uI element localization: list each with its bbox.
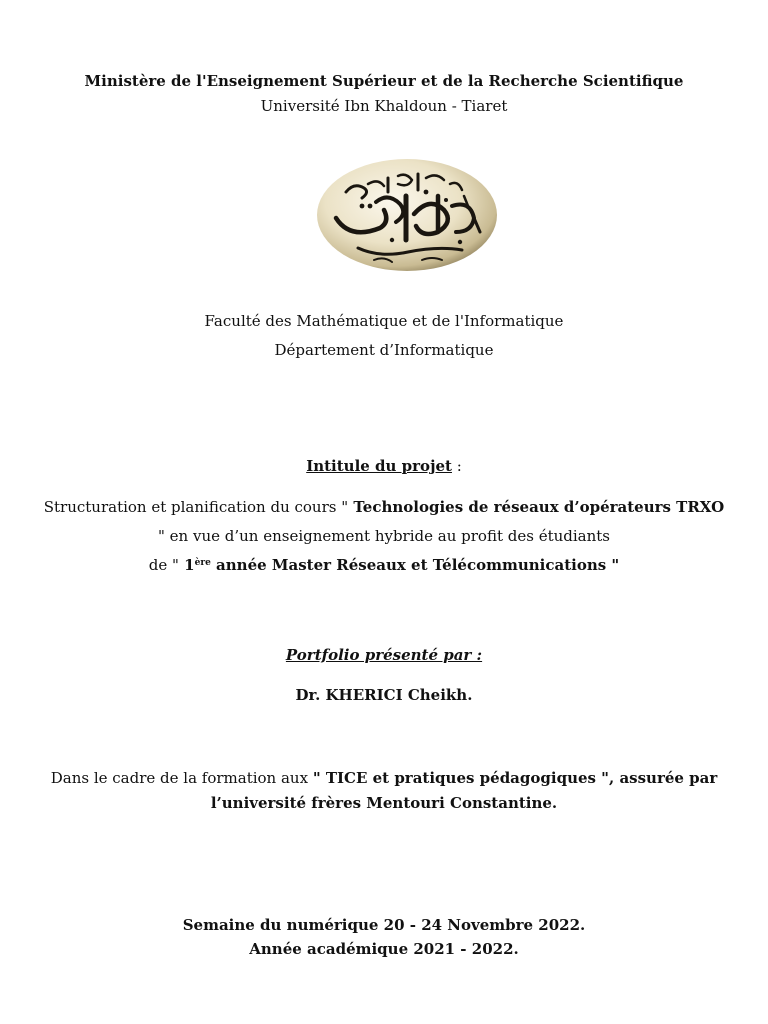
training-name: " TICE et pratiques pédagogiques ": [312, 769, 609, 787]
project-line1-prefix: Structuration et planification du cours ": [43, 498, 349, 516]
course-name: Technologies de réseaux d’opérateurs TRXO: [348, 498, 725, 516]
project-title-label: Intitule du projet: [306, 457, 452, 475]
project-description-line-1: [0, 498, 768, 516]
academic-year: Année académique 2021 - 2022.: [249, 940, 519, 958]
portfolio-label: Portfolio présenté par :: [285, 646, 483, 664]
faculty-name: Faculté des Mathématique et de l'Informatique: [204, 312, 564, 330]
program-name: année Master Réseaux et Télécommunications ": [210, 556, 620, 574]
project-title-heading: [0, 457, 768, 475]
project-description-line-2: " en vue d’un enseignement hybride au profit des étudiants: [158, 527, 610, 545]
training-prefix: Dans le cadre de la formation aux: [50, 769, 313, 787]
training-line-1: [0, 769, 768, 787]
year-number: 1: [178, 556, 195, 574]
department-name: Département d’Informatique: [274, 341, 494, 359]
project-description-line-3: [0, 556, 768, 574]
university-name: Université Ibn Khaldoun - Tiaret: [260, 97, 508, 115]
presenter-name: Dr. KHERICI Cheikh.: [295, 686, 473, 704]
project-line3-prefix: de ": [148, 556, 179, 574]
ministry-title: Ministère de l'Enseignement Supérieur et de la Recherche Scientifique: [84, 72, 684, 90]
year-superscript: ère: [194, 558, 211, 568]
digital-week-dates: Semaine du numérique 20 - 24 Novembre 2022.: [182, 916, 586, 934]
training-line-2: l’université frères Mentouri Constantine.: [210, 794, 558, 812]
university-calligraphy-seal-icon: [314, 156, 500, 274]
training-suffix: , assurée par: [609, 769, 718, 787]
project-title-colon: :: [451, 457, 462, 475]
